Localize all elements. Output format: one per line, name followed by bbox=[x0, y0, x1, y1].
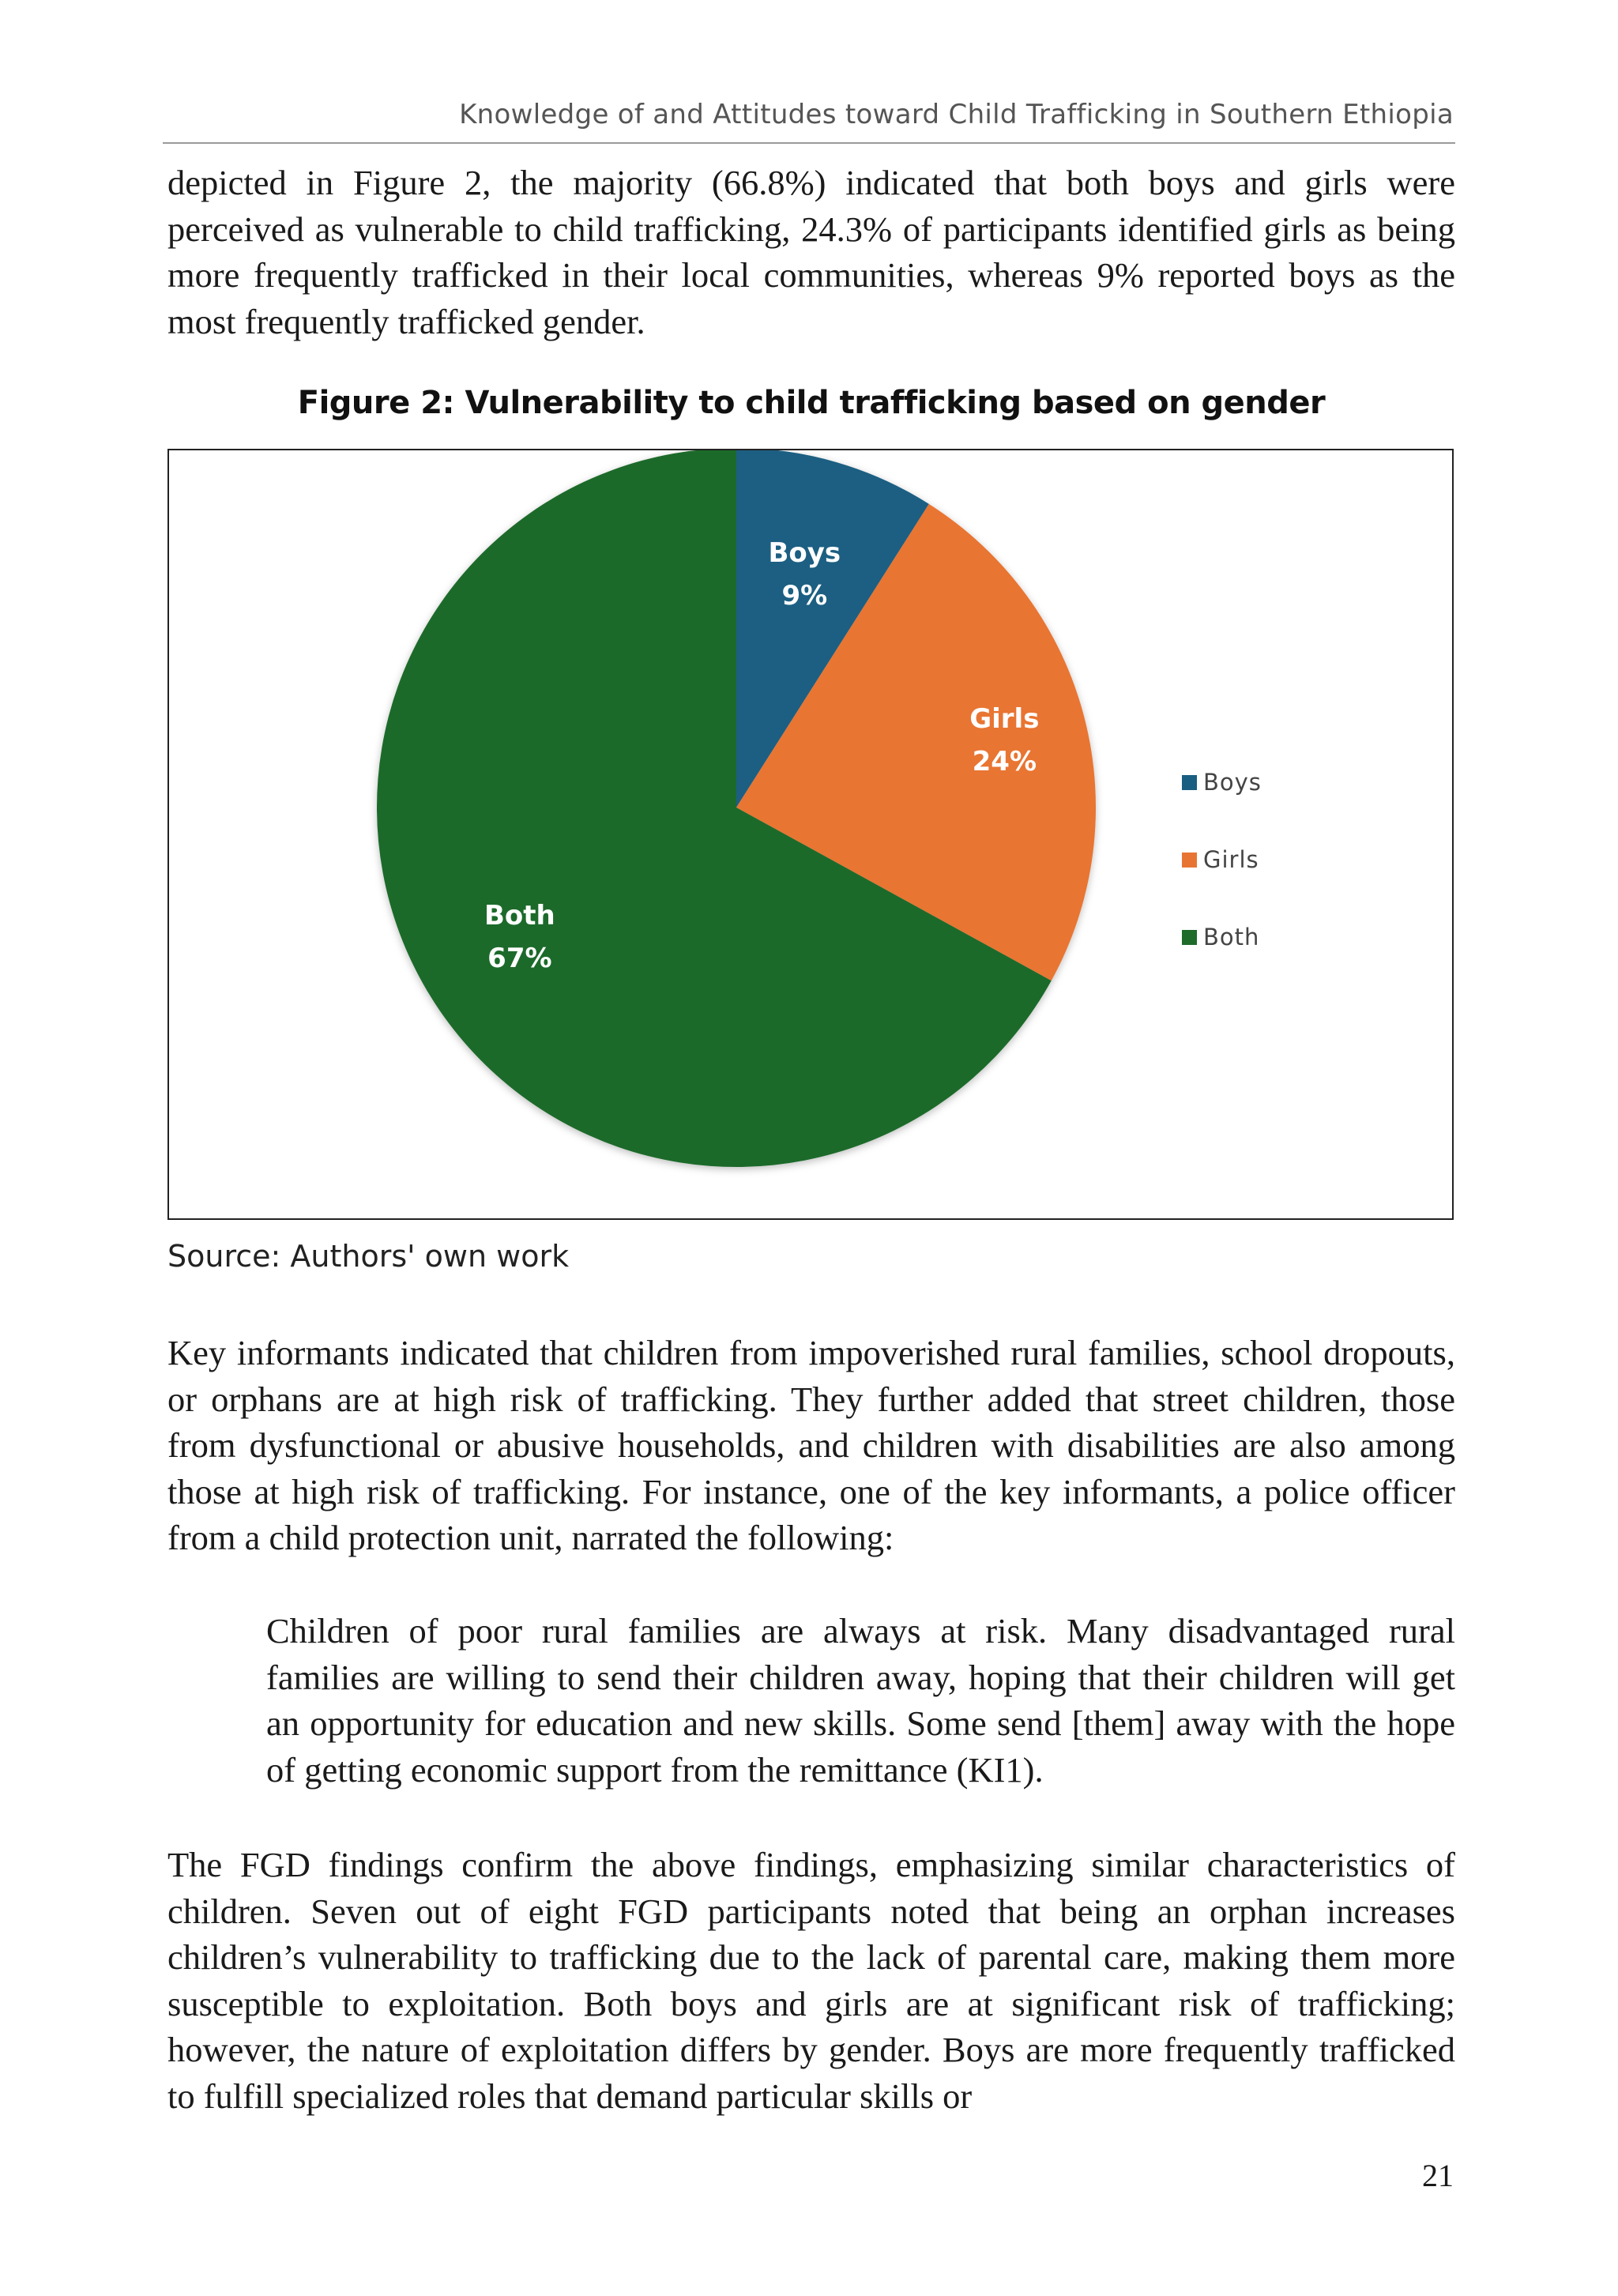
page-number: 21 bbox=[1422, 2158, 1454, 2193]
paragraph-intro: depicted in Figure 2, the majority (66.8%) indicated that both boys and girls were perceived as vulnerable to child trafficking, 24.3% of participants identified girls as being more frequently trafficked in their local communities, whereas 9% reported boys as the most frequently trafficked gender. bbox=[167, 163, 1455, 341]
header-divider bbox=[163, 142, 1455, 144]
legend-label-girls: Girls bbox=[1203, 846, 1259, 873]
legend-swatch-both bbox=[1182, 930, 1197, 945]
pie-slices bbox=[377, 450, 1096, 1167]
paragraph-key-informants: Key informants indicated that children from impoverished rural families, school dropouts, or orphans are at high risk of trafficking. They further added that street children, those from dysfunctional or abusive households, and children with disabilities are also among those at high risk of trafficking. For instance, one of the key informants, a police officer from a child protection unit, narrated the following: bbox=[167, 1333, 1455, 1557]
running-header: Knowledge of and Attitudes toward Child Trafficking in Southern Ethiopia bbox=[459, 99, 1454, 130]
chart-legend bbox=[1182, 769, 1262, 950]
pie-label-girls: Girls 24% bbox=[969, 702, 1040, 777]
legend-swatch-boys bbox=[1182, 775, 1197, 790]
legend-label-boys: Boys bbox=[1203, 769, 1262, 796]
paragraph-fgd: The FGD findings confirm the above findings, emphasizing similar characteristics of children. Seven out of eight FGD participants noted that being an orphan increases children’s vulnerability to trafficking due to the lack of parental care, making them more susceptible to exploitation. Both boys and girls are at significant risk of trafficking; however, the nature of exploitation differs by gender. Boys are more frequently trafficked to fulfill specialized roles that demand particular skills or bbox=[167, 1845, 1455, 2116]
pie-label-boys: Boys 9% bbox=[768, 536, 841, 612]
chart-frame bbox=[167, 449, 1454, 1220]
figure-caption: Figure 2: Vulnerability to child trafficking based on gender bbox=[297, 385, 1326, 421]
legend-label-both: Both bbox=[1203, 924, 1260, 950]
figure-source: Source: Authors' own work bbox=[167, 1239, 570, 1274]
pie-label-both: Both 67% bbox=[484, 900, 555, 975]
block-quote: Children of poor rural families are always at risk. Many disadvantaged rural families are willing to send their children away, hoping that their children will get an opportunity for education and new skills. Some send [them] away with the hope of getting economic support from the remittance (KI1). bbox=[266, 1611, 1455, 1790]
legend-swatch-girls bbox=[1182, 853, 1197, 868]
pie-chart bbox=[169, 450, 1452, 1218]
